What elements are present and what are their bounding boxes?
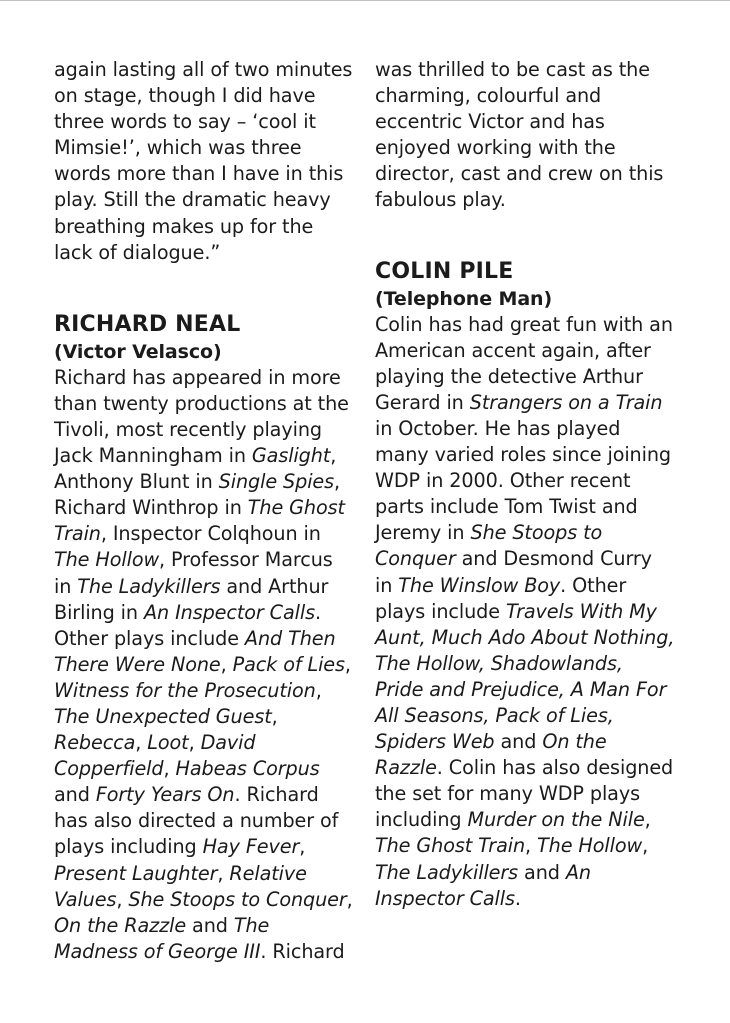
bio-text: . Richard has also directed a number of plays including (54, 783, 339, 859)
bio-text: , (220, 652, 233, 676)
section-gap (375, 214, 675, 258)
bio-text: in October. He has played many varied roles since joining WDP in 2000. Other recent parts include Tom Twist and Jeremy in (375, 416, 671, 545)
bio-text: , (642, 834, 649, 858)
cast-role: (Telephone Man) (375, 287, 553, 310)
title-italic: Rebecca (54, 731, 136, 755)
title-italic: The Hollow (54, 548, 160, 572)
title-italic: Hay Fever (202, 835, 300, 859)
title-italic: And Then There Were None (54, 626, 336, 676)
bio-text: , (315, 678, 322, 702)
title-italic: The Ghost Train (375, 834, 526, 858)
top-rule (0, 0, 730, 1)
bio-text: , (525, 834, 538, 858)
bio-text: , (346, 887, 353, 911)
cast-bio (375, 312, 675, 912)
title-italic: Single Spies (218, 470, 335, 494)
bio-text: , Inspector Colqhoun in (100, 522, 321, 546)
cast-role: (Victor Velasco) (54, 340, 222, 363)
bio-text: Colin has had great fun with an American accent again, after playing the detective Arthur Gerard in (375, 312, 673, 414)
title-italic: Relative Values (54, 861, 307, 911)
right-column (375, 57, 675, 912)
bio-text: and (494, 730, 543, 754)
title-italic: The Hollow (537, 834, 643, 858)
bio-text: , Richard Winthrop in (54, 470, 341, 520)
bio-text: and (186, 913, 234, 937)
title-italic: The Madness of George III (54, 913, 270, 963)
title-italic: The Ghost Train (54, 496, 345, 546)
title-italic: Witness for the Prosecution (54, 678, 316, 702)
title-italic: On the Razzle (54, 913, 187, 937)
bio-text: , (188, 731, 201, 755)
bio-text: . Colin has also designed the set for many WDP plays including (375, 756, 674, 832)
title-italic: Present Laughter (54, 861, 218, 885)
cast-name-heading: COLIN PILE (375, 258, 514, 284)
section-gap (54, 266, 354, 311)
previous-bio-quote: again lasting all of two minutes on stage, though I did have three words to say – ‘cool it Mimsie!’, which was three words more than I have in this play. Still the dramatic heavy breathing makes up for the lack of dialogue.” (54, 58, 353, 264)
cast-bio (54, 365, 354, 965)
title-italic: On the Razzle (375, 730, 607, 780)
title-italic: The Ladykillers (375, 860, 519, 884)
title-italic: Pack of Lies (232, 652, 345, 676)
title-italic: The Ladykillers (77, 574, 221, 598)
previous-bio-continuation: was thrilled to be cast as the charming, colourful and eccentric Victor and has enjoyed working with the director, cast and crew on this fabulous play. (375, 58, 664, 212)
bio-text: and Arthur Birling in (54, 574, 329, 624)
title-italic: The Winslow Boy (398, 573, 561, 597)
bio-text: , (644, 808, 651, 832)
title-italic: An Inspector Calls (375, 860, 591, 910)
title-italic: Loot (147, 731, 189, 755)
left-column (54, 57, 354, 965)
bio-text: . Richard (260, 939, 345, 963)
bio-text: , (135, 731, 148, 755)
bio-text: . (514, 886, 521, 910)
title-italic: Murder on the Nile (467, 808, 645, 832)
title-italic: Forty Years On (95, 783, 235, 807)
bio-text: , Anthony Blunt in (54, 444, 337, 494)
title-italic: Habeas Corpus (175, 757, 320, 781)
title-italic: She Stoops to Conquer (375, 521, 603, 571)
bio-text: . Other plays include (375, 573, 627, 623)
bio-text: , (163, 757, 176, 781)
title-italic: Gaslight (251, 444, 331, 468)
title-italic: The Unexpected Guest (54, 704, 272, 728)
bio-text: . Other plays include (54, 600, 321, 650)
title-italic: David Copperfield (54, 731, 256, 781)
bio-text: and (518, 860, 566, 884)
title-italic: An Inspector Calls (143, 600, 315, 624)
bio-text: and Desmond Curry in (375, 547, 652, 597)
title-italic: Travels With My Aunt, Much Ado About Nothing, The Hollow, Shadowlands, Pride and Prejudice, A Man For All Seasons, Pack of Lies, Spiders Web (375, 599, 675, 754)
cast-name-heading: RICHARD NEAL (54, 311, 241, 337)
bio-text: , (217, 861, 230, 885)
title-italic: She Stoops to Conquer (128, 887, 347, 911)
bio-text: Richard has appeared in more than twenty productions at the Tivoli, most recently playing Jack Manningham in (54, 365, 349, 468)
bio-text: , (271, 704, 278, 728)
bio-text: , (344, 652, 351, 676)
bio-text: and (54, 783, 96, 807)
title-italic: Strangers on a Train (469, 390, 663, 414)
bio-text: , (299, 835, 306, 859)
bio-text: , (116, 887, 129, 911)
bio-text: , Professor Marcus in (54, 548, 333, 598)
